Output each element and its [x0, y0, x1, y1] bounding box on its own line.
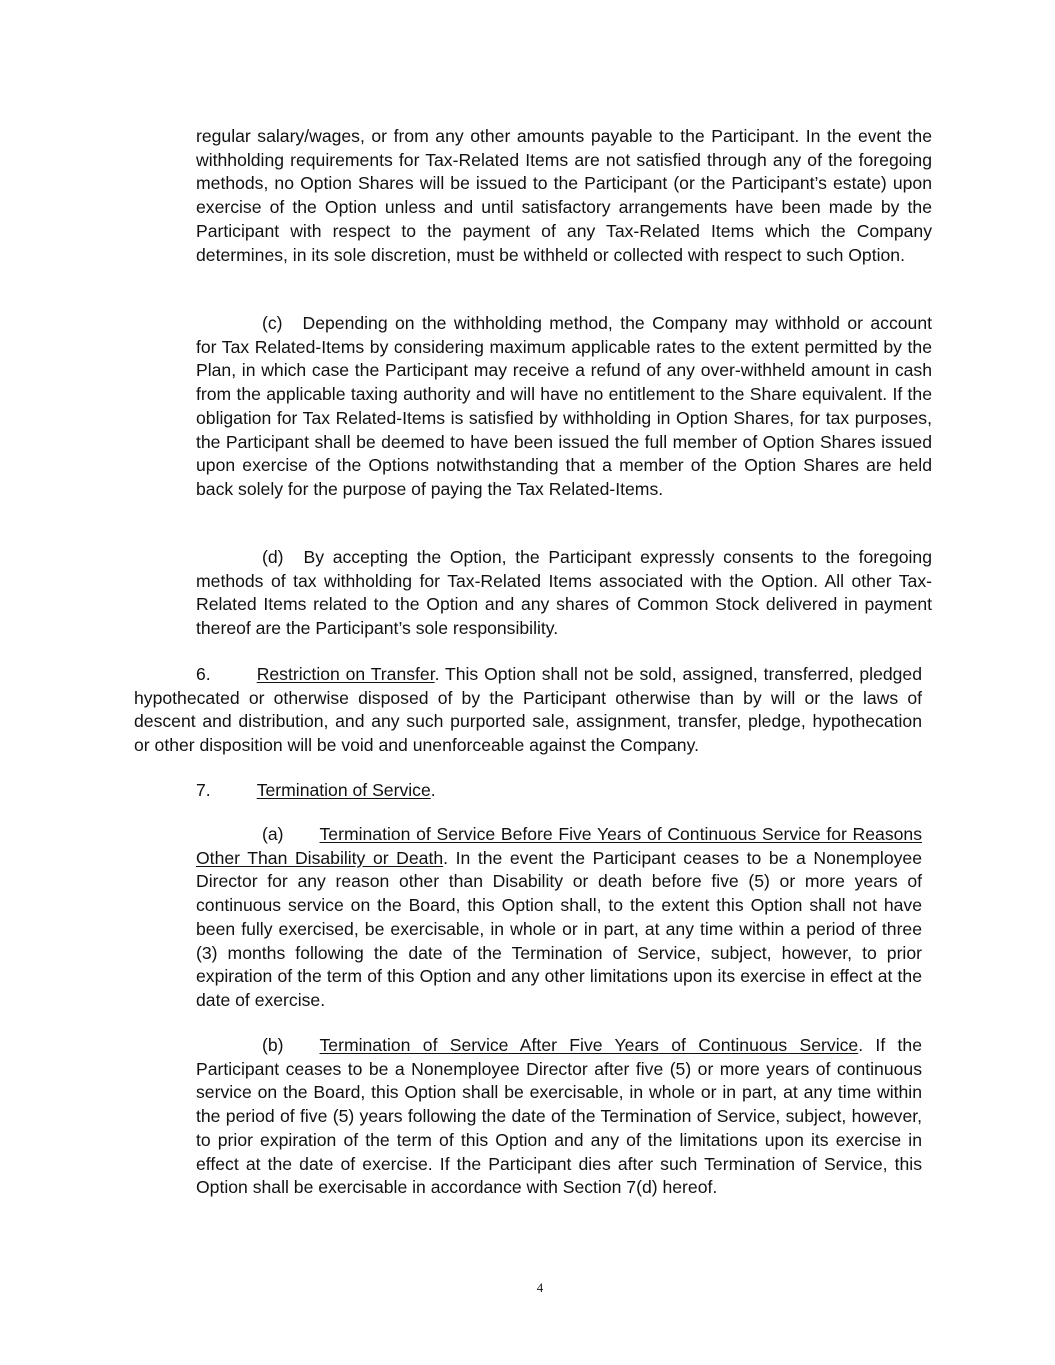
- paragraph-title: Termination of Service After Five Years of Continuous Service: [319, 1035, 859, 1055]
- section-6: [134, 663, 922, 758]
- section-text: . This Option shall not be sold, assigned, transferred, pledged hypothecated or otherwise disposed of by the Participant otherwise than by will or the laws of descent and distribution, and any such purported sale, assignment, transfer, pledge, hypothecation or other disposition will be void and unenforceable against the Company.: [134, 664, 923, 756]
- paragraph-label: (c): [262, 313, 283, 333]
- paragraph-text: regular salary/wages, or from any other amounts payable to the Participant. In the event the withholding requirements for Tax-Related Items are not satisfied through any of the foregoing methods, no Option Shares will be issued to the Participant (or the Participant’s estate) upon exercise of the Option unless and until satisfactory arrangements have been made by the Participant with respect to the payment of any Tax-Related Items which the Company determines, in its sole discretion, must be withheld or collected with respect to such Option.: [196, 126, 932, 265]
- paragraph-5c: [196, 312, 932, 502]
- page-number: 4: [536, 1280, 544, 1295]
- paragraph-text: . If the Participant ceases to be a Nonemployee Director after five (5) or more years of continuous service on the Board, this Option shall be exercisable, in whole or in part, at any time within the period of five (5) years following the date of the Termination of Service, subject, however, to prior expiration of the term of this Option and any of the limitations upon its exercise in effect at the date of exercise. If the Participant dies after such Termination of Service, this Option shall be exercisable in accordance with Section 7(d) hereof.: [196, 1035, 922, 1198]
- paragraph-7b: [196, 1034, 922, 1200]
- paragraph-5d: [196, 546, 932, 641]
- paragraph-5b-continued: [196, 125, 932, 267]
- paragraph-7a: [196, 823, 922, 1013]
- paragraph-label: (b): [262, 1035, 284, 1055]
- paragraph-text: Depending on the withholding method, the Company may withhold or account for Tax Related-Items by considering maximum applicable rates to the extent permitted by the Plan, in which case the Participant may receive a refund of any over-withheld amount in cash from the applicable taxing authority and will have no entitlement to the Share equivalent. If the obligation for Tax Related-Items is satisfied by withholding in Option Shares, for tax purposes, the Participant shall be deemed to have been issued the full member of Option Shares issued upon exercise of the Options notwithstanding that a member of the Option Shares are held back solely for the purpose of paying the Tax Related-Items.: [196, 313, 932, 499]
- section-number: 6.: [196, 664, 211, 684]
- paragraph-text: . In the event the Participant ceases to be a Nonemployee Director for any reason other than Disability or death before five (5) or more years of continuous service on the Board, this Option shall, to the extent this Option shall not have been fully exercised, be exercisable, in whole or in part, at any time within a period of three (3) months following the date of the Termination of Service, subject, however, to prior expiration of the term of this Option and any other limitations upon its exercise in effect at the date of exercise.: [196, 847, 922, 1010]
- paragraph-label: (a): [262, 824, 284, 844]
- section-number: 7.: [196, 780, 211, 800]
- section-title: Termination of Service: [256, 780, 431, 800]
- section-title: Restriction on Transfer: [256, 664, 435, 684]
- paragraph-text: By accepting the Option, the Participant expressly consents to the foregoing methods of tax withholding for Tax-Related Items associated with the Option. All other Tax-Related Items related to the Option and any shares of Common Stock delivered in payment thereof are the Participant’s sole responsibility.: [196, 547, 932, 639]
- section-7-heading: [196, 779, 436, 803]
- section-title-suffix: .: [430, 780, 436, 800]
- paragraph-label: (d): [262, 547, 284, 567]
- paragraph-title: Termination of Service Before Five Years of Continuous Service for Reasons Other Than Disability or Death: [196, 824, 922, 868]
